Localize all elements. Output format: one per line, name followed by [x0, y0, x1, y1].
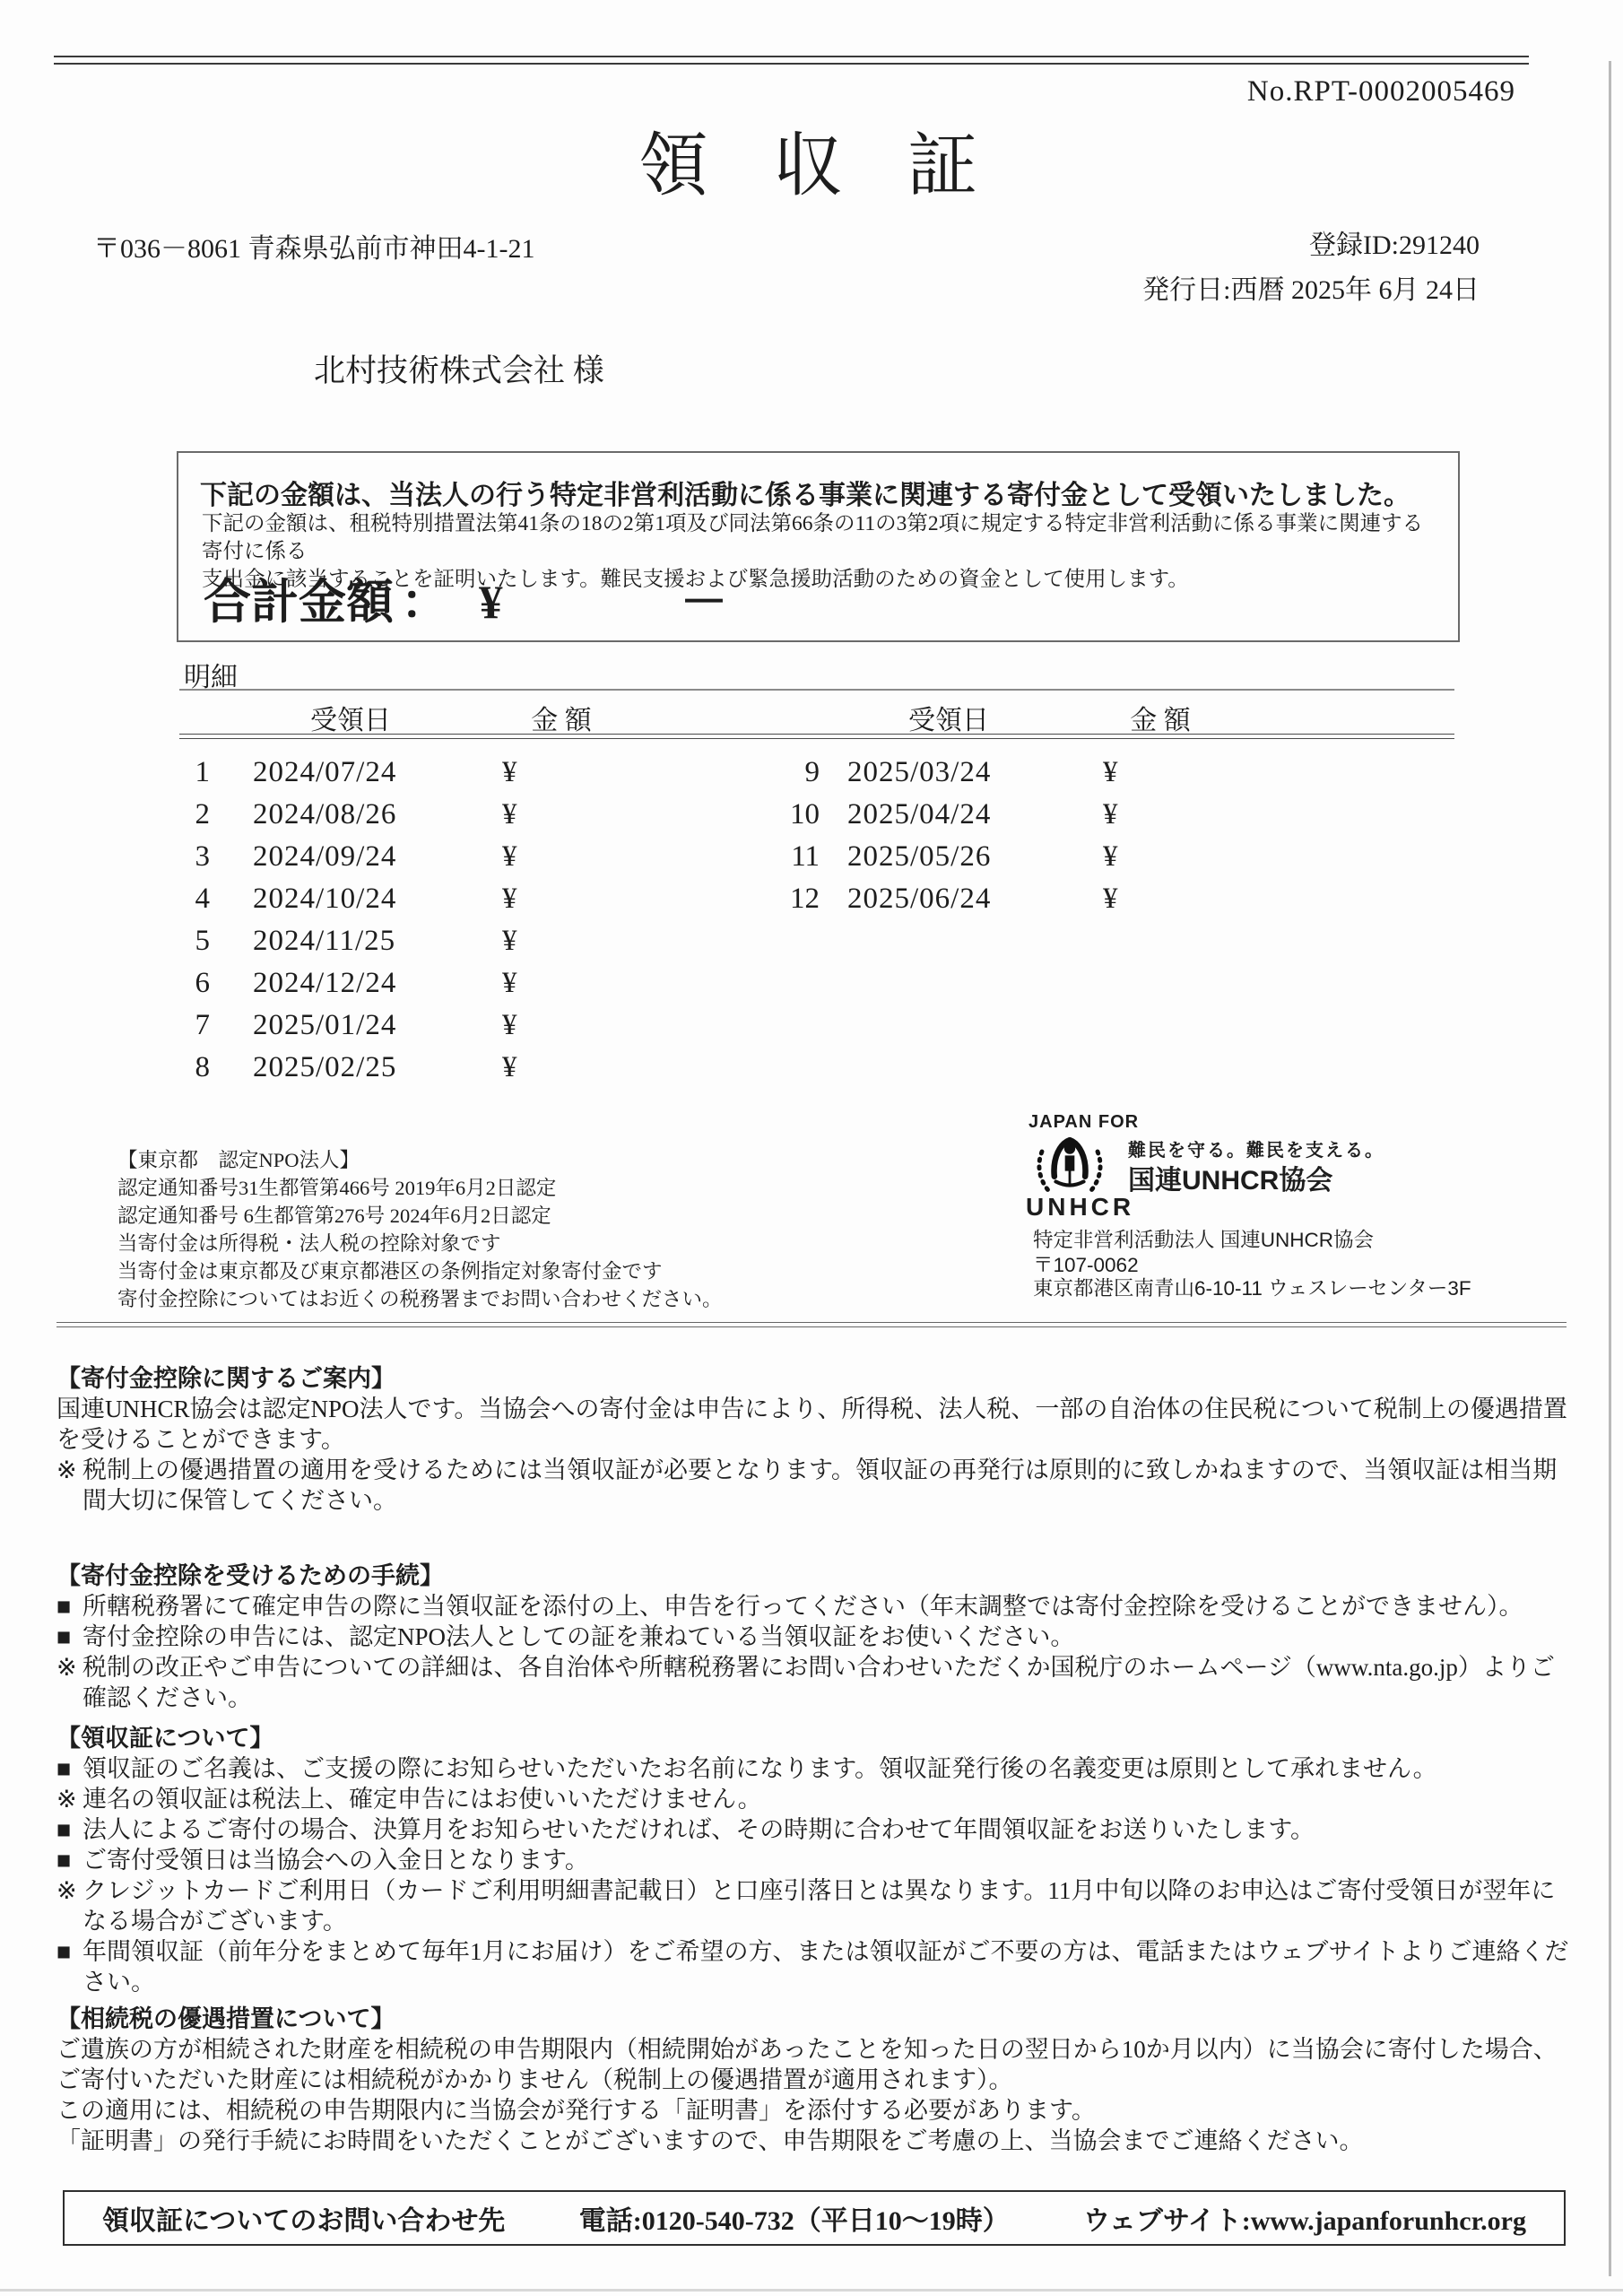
- table-row: [179, 962, 753, 1004]
- column-header-amount-left: 金 額: [531, 706, 592, 735]
- section-item: [56, 1784, 1572, 1814]
- unhcr-emblem-icon: [1033, 1131, 1107, 1196]
- item-marker: ※: [56, 1877, 77, 1904]
- section-heading: 【領収証について】: [56, 1725, 274, 1752]
- item-marker: ■: [56, 1623, 72, 1650]
- table-top-rule: [179, 689, 1454, 691]
- item-text: クレジットカードご利用日（カードご利用明細書記載日）と口座引落日とは異なります。11月中旬以降のお申込はご寄付受領日が翌年になる場合がございます。: [82, 1877, 1556, 1935]
- item-text: 税制上の優遇措置の適用を受けるためには当領収証が必要となります。領収証の再発行は原則的に致しかねますので、当領収証は相当期間大切に保管してください。: [82, 1457, 1558, 1514]
- item-marker: ■: [56, 1816, 72, 1843]
- top-double-rule: [54, 56, 1529, 65]
- row-receipt-date: 2024/08/26: [253, 798, 397, 831]
- row-receipt-date: 2024/09/24: [253, 840, 397, 873]
- item-marker: ■: [56, 1755, 72, 1782]
- org-tagline: 難民を守る。難民を支える。: [1128, 1141, 1384, 1161]
- org-name-large: 国連UNHCR協会: [1128, 1166, 1333, 1196]
- item-text: ご寄付受領日は当協会への入金日となります。: [82, 1847, 589, 1874]
- section-item: [56, 1814, 1572, 1845]
- row-number: 6: [195, 967, 210, 999]
- section-item: [56, 1875, 1572, 1936]
- section-heading: 【相続税の優遇措置について】: [56, 2005, 395, 2032]
- item-marker: ※: [56, 1786, 77, 1813]
- item-text: 連名の領収証は税法上、確定申告にはお使いいただけません。: [82, 1786, 762, 1813]
- row-receipt-date: 2024/11/25: [253, 925, 396, 957]
- row-number: 2: [195, 798, 210, 831]
- info-section: [56, 1723, 1572, 1997]
- scan-edge-right: [1609, 61, 1611, 2276]
- row-receipt-date: 2024/07/24: [253, 756, 397, 788]
- section-item: [56, 1455, 1572, 1516]
- row-receipt-date: 2025/06/24: [847, 883, 992, 915]
- row-number: 7: [195, 1009, 210, 1041]
- item-text: 領収証のご名義は、ご支援の際にお知らせいただいたお名前になります。領収証発行後の名義変更は原則として承れません。: [82, 1755, 1437, 1782]
- section-heading: 【寄付金控除に関するご案内】: [56, 1365, 395, 1392]
- summary-box: [177, 451, 1460, 642]
- contact-label: 領収証についてのお問い合わせ先: [102, 2206, 506, 2236]
- row-number: 12: [790, 883, 820, 915]
- row-receipt-date: 2025/02/25: [253, 1051, 397, 1083]
- npo-line: 当寄付金は所得税・法人税の控除対象です: [117, 1232, 501, 1255]
- table-row: [179, 794, 753, 836]
- row-amount: ¥: [502, 883, 517, 915]
- scan-edge-bottom: [0, 2289, 1623, 2292]
- logo-unhcr-text: UNHCR: [1026, 1193, 1135, 1221]
- contact-website: ウェブサイト:www.japanforunhcr.org: [1083, 2206, 1526, 2236]
- table-header-rule: [179, 734, 1454, 739]
- recipient-address: 〒036－8061 青森県弘前市神田4-1-21: [93, 234, 535, 264]
- org-address: 東京都港区南青山6-10-11 ウェスレーセンター3F: [1033, 1277, 1471, 1300]
- row-number: 5: [195, 925, 210, 957]
- npo-line: 当寄付金は東京都及び東京都港区の条例指定対象寄付金です: [117, 1260, 663, 1283]
- item-text: 所轄税務署にて確定申告の際に当領収証を添付の上、申告を行ってください（年末調整では寄付金控除を受けることができません）。: [82, 1593, 1523, 1620]
- logo-japan-for-text: JAPAN FOR: [1028, 1112, 1140, 1132]
- section-item: [56, 1622, 1572, 1652]
- table-row: [789, 836, 1327, 878]
- table-row: [179, 920, 753, 962]
- details-rows-left: [179, 752, 753, 1089]
- legal-note-line1: 下記の金額は、租税特別措置法第41条の18の2第1項及び同法第66条の11の3第2項に規定する特定非営利活動に係る事業に関連する寄付に係る: [202, 512, 1424, 563]
- item-marker: ※: [56, 1457, 77, 1483]
- row-number: 1: [195, 756, 210, 788]
- section-paragraph: 国連UNHCR協会は認定NPO法人です。当協会への寄付金は申告により、所得税、法人税、一部の自治体の住民税について税制上の優遇措置を受けることができます。: [56, 1396, 1567, 1453]
- info-section: [56, 1561, 1572, 1713]
- npo-line: 寄付金控除についてはお近くの税務署までお問い合わせください。: [117, 1288, 723, 1310]
- row-receipt-date: 2025/03/24: [847, 756, 992, 788]
- item-text: 寄付金控除の申告には、認定NPO法人としての証を兼ねている当領収証をお使いください。: [82, 1623, 1075, 1650]
- row-number: 8: [195, 1051, 210, 1083]
- row-receipt-date: 2025/01/24: [253, 1009, 397, 1041]
- row-amount: ¥: [502, 925, 517, 957]
- item-text: 年間領収証（前年分をまとめて毎年1月にお届け）をご希望の方、または領収証がご不要の方は、電話またはウェブサイトよりご連絡ください。: [82, 1938, 1569, 1996]
- row-receipt-date: 2024/10/24: [253, 883, 397, 915]
- row-amount: ¥: [502, 840, 517, 873]
- table-row: [179, 836, 753, 878]
- section-paragraph: この適用には、相続税の申告期限内に当協会が発行する「証明書」を添付する必要があります。: [56, 2097, 1096, 2124]
- item-marker: ■: [56, 1847, 72, 1874]
- npo-certification-block: [117, 1146, 723, 1313]
- row-number: 9: [804, 756, 820, 788]
- legal-note-line2: 支出金に該当することを証明いたします。難民支援および緊急援助活動のための資金として使用します。: [202, 568, 1189, 591]
- item-marker: ■: [56, 1593, 72, 1620]
- issue-date: 発行日:西暦 2025年 6月 24日: [1142, 275, 1480, 305]
- item-text: 法人によるご寄付の場合、決算月をお知らせいただければ、その時期に合わせて年間領収証をお送りいたします。: [82, 1816, 1315, 1843]
- row-receipt-date: 2025/05/26: [847, 840, 992, 873]
- registration-id: 登録ID:291240: [1309, 230, 1480, 260]
- section-paragraph: ご遺族の方が相続された財産を相続税の申告期限内（相続開始があったことを知った日の翌日から10か月以内）に当協会に寄付した場合、ご寄付いただいた財産には相続税がかかりません（税制上の優遇措置が適用されます）。: [56, 2036, 1558, 2093]
- section-paragraph: 「証明書」の発行手続にお時間をいただくことがございますので、申告期限をご考慮の上、当協会までご連絡ください。: [56, 2127, 1364, 2154]
- total-value: －: [680, 577, 728, 629]
- row-number: 10: [790, 798, 820, 831]
- info-section: [56, 2004, 1572, 2156]
- row-amount: ¥: [502, 967, 517, 999]
- contact-box: [63, 2190, 1566, 2246]
- table-row: [789, 752, 1327, 794]
- org-name-full: 特定非営利活動法人 国連UNHCR協会: [1033, 1229, 1374, 1251]
- section-divider-rule: [56, 1322, 1567, 1327]
- row-amount: ¥: [1103, 840, 1118, 873]
- npo-heading: 【東京都 認定NPO法人】: [117, 1149, 360, 1171]
- column-header-date-right: 受領日: [908, 706, 989, 735]
- contact-phone: 電話:0120-540-732（平日10～19時）: [578, 2206, 1010, 2236]
- table-row: [179, 878, 753, 920]
- section-item: [56, 1591, 1572, 1622]
- row-number: 3: [195, 840, 210, 873]
- npo-line: 認定通知番号31生都管第466号 2019年6月2日認定: [117, 1177, 557, 1199]
- table-row: [179, 752, 753, 794]
- details-rows-right: [789, 752, 1327, 920]
- section-heading: 【寄付金控除を受けるための手続】: [56, 1562, 444, 1589]
- section-item: [56, 1936, 1572, 1997]
- info-section: [56, 1363, 1572, 1516]
- row-amount: ¥: [502, 1009, 517, 1041]
- total-amount-row: [204, 564, 728, 632]
- section-item: [56, 1753, 1572, 1784]
- currency-symbol: ¥: [479, 577, 503, 629]
- section-item: [56, 1845, 1572, 1875]
- row-receipt-date: 2024/12/24: [253, 967, 397, 999]
- row-amount: ¥: [1103, 756, 1118, 788]
- row-amount: ¥: [502, 756, 517, 788]
- row-amount: ¥: [502, 1051, 517, 1083]
- row-amount: ¥: [1103, 798, 1118, 831]
- section-item: [56, 1652, 1572, 1713]
- details-label: 明細: [184, 663, 238, 692]
- item-marker: ※: [56, 1654, 77, 1681]
- total-colon: ：: [401, 577, 448, 629]
- table-row: [789, 878, 1327, 920]
- table-row: [179, 1047, 753, 1089]
- total-label: 合計金額: [204, 577, 394, 629]
- table-row: [789, 794, 1327, 836]
- row-number: 11: [791, 840, 820, 873]
- column-header-amount-right: 金 額: [1130, 706, 1191, 735]
- row-amount: ¥: [502, 798, 517, 831]
- table-row: [179, 1004, 753, 1047]
- recipient-name: 北村技術株式会社 様: [314, 353, 604, 388]
- npo-line: 認定通知番号 6生都管第276号 2024年6月2日認定: [117, 1205, 551, 1227]
- receipt-number: No.RPT-0002005469: [1246, 75, 1515, 108]
- receipt-statement: 下記の金額は、当法人の行う特定非営利活動に係る事業に関連する寄付金として受領いたしました。: [200, 481, 1410, 510]
- item-text: 税制の改正やご申告についての詳細は、各自治体や所轄税務署にお問い合わせいただくか国税庁のホームページ（www.nta.go.jp）よりご確認ください。: [82, 1654, 1555, 1711]
- page-title: 領収証: [638, 126, 1043, 204]
- org-postal-code: 〒107-0062: [1033, 1254, 1139, 1276]
- row-number: 4: [195, 883, 210, 915]
- row-amount: ¥: [1103, 883, 1118, 915]
- column-header-date-left: 受領日: [310, 706, 391, 735]
- item-marker: ■: [56, 1938, 72, 1965]
- row-receipt-date: 2025/04/24: [847, 798, 992, 831]
